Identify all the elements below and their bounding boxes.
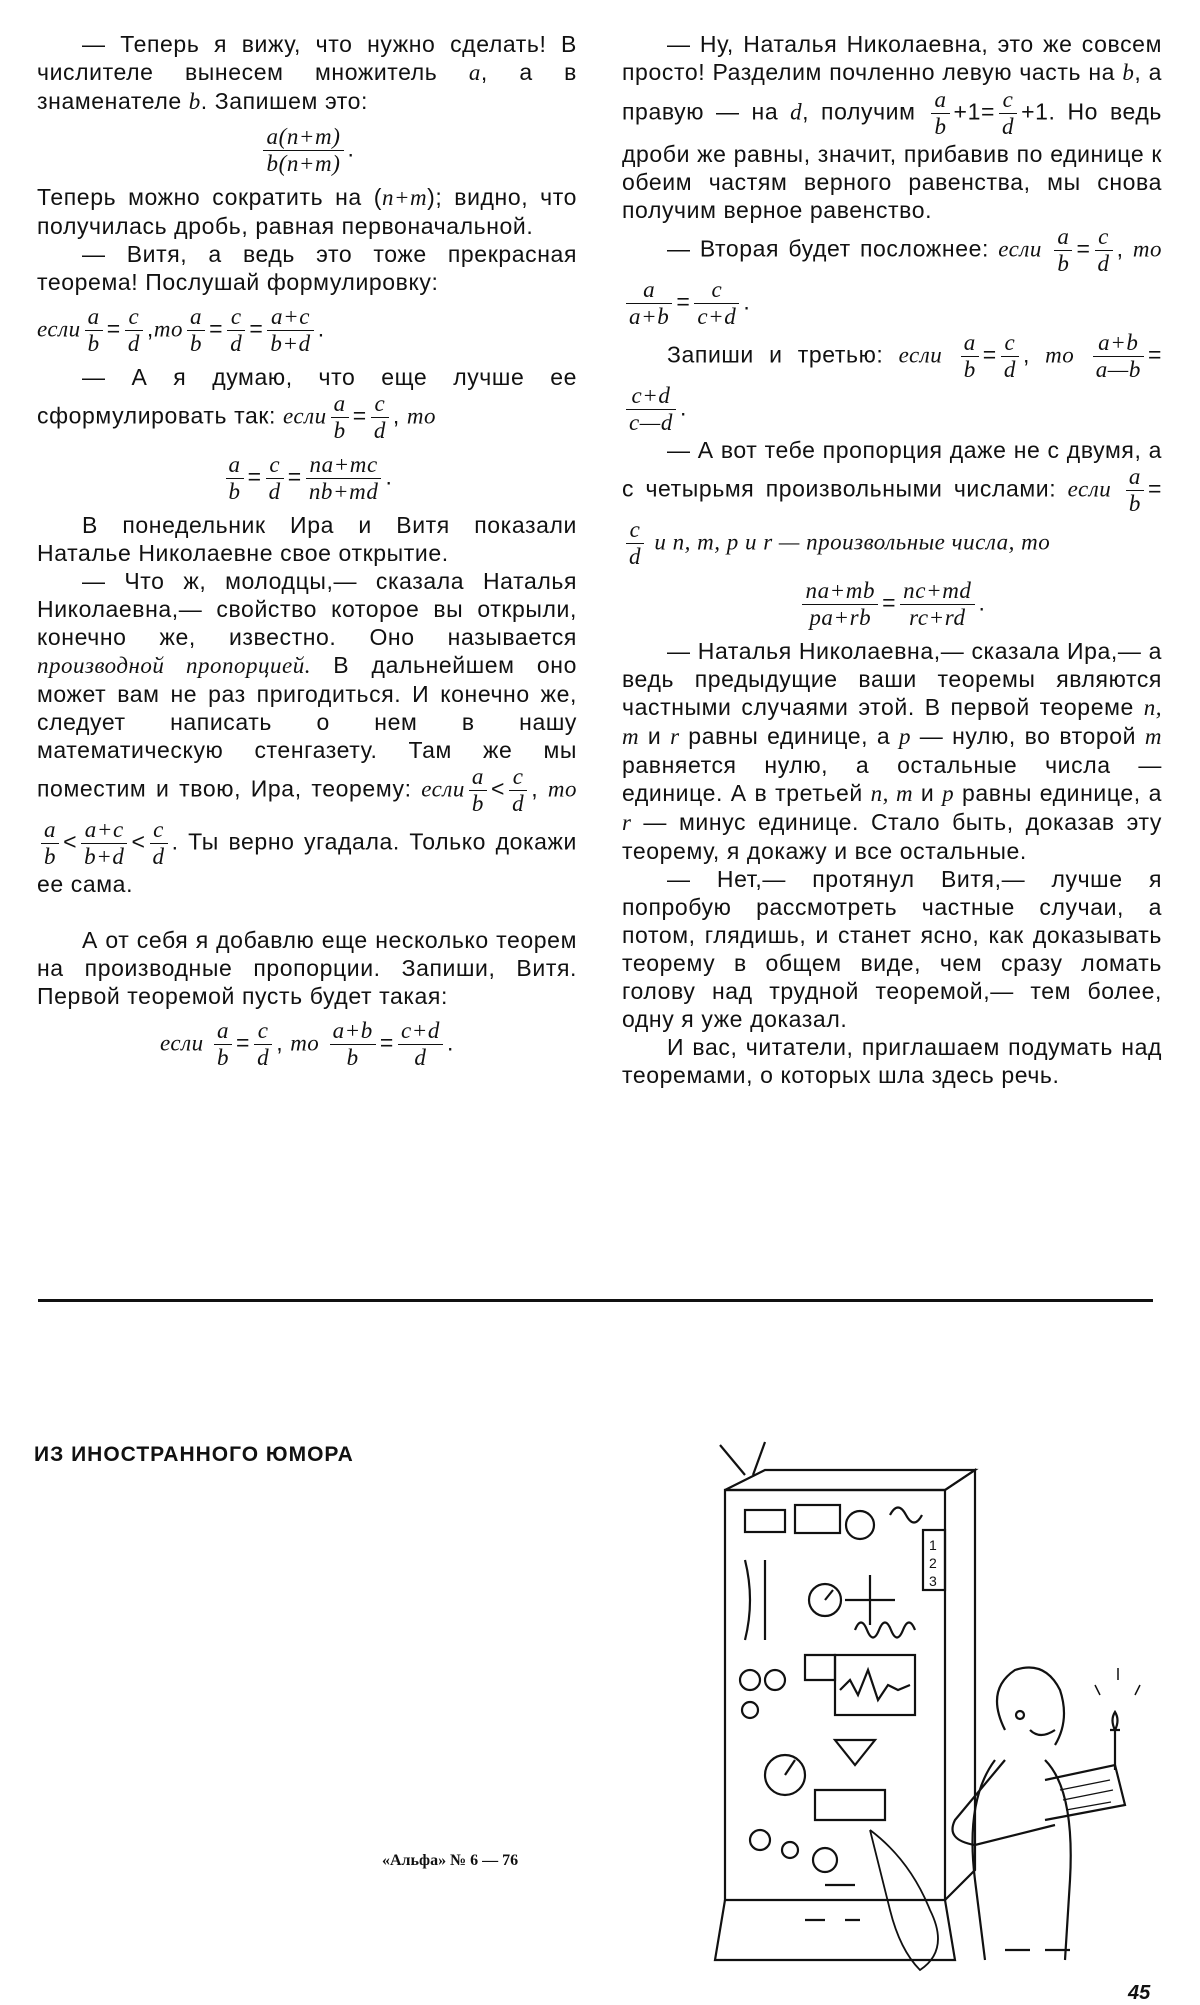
text-run: , а в знаменателе bbox=[37, 59, 577, 114]
text-run: , bbox=[146, 315, 154, 342]
text-run: < bbox=[131, 828, 146, 855]
fraction bbox=[1001, 330, 1019, 383]
denominator: d bbox=[373, 418, 386, 443]
denominator: b bbox=[228, 479, 241, 504]
text-run: < bbox=[63, 828, 78, 855]
text-run: , bbox=[276, 1029, 291, 1056]
math-italic: то bbox=[406, 403, 437, 429]
denominator: b bbox=[87, 331, 100, 356]
text-run: , bbox=[1116, 235, 1133, 262]
numerator: c bbox=[371, 391, 389, 418]
fraction bbox=[398, 1018, 443, 1071]
math-italic: n, m bbox=[870, 781, 914, 806]
math-italic: производной пропорцией. bbox=[37, 653, 311, 678]
text-run: — Теперь я вижу, что нужно сделать! В числителе вынесем множитель bbox=[37, 31, 577, 85]
text-run: = bbox=[247, 463, 262, 490]
numerator: a bbox=[931, 87, 949, 114]
denominator: a+b bbox=[629, 304, 670, 329]
denominator: a—b bbox=[1095, 357, 1141, 382]
denominator: d bbox=[512, 791, 525, 816]
text-run: . bbox=[743, 288, 751, 315]
section-heading: ИЗ ИНОСТРАННОГО ЮМОРА bbox=[34, 1443, 354, 1466]
fraction bbox=[81, 817, 127, 870]
denominator: rc+rd bbox=[909, 605, 966, 630]
text-run: , а правую — на bbox=[622, 59, 1162, 125]
panel-label-2: 2 bbox=[929, 1555, 937, 1571]
text-run: . bbox=[679, 394, 687, 421]
fraction bbox=[1054, 224, 1072, 277]
text-run: = bbox=[882, 589, 897, 616]
text-run: +1= bbox=[953, 98, 996, 125]
math-italic: p bbox=[899, 724, 911, 749]
denominator: nb+md bbox=[308, 479, 379, 504]
text-run: = bbox=[1147, 475, 1162, 502]
text-run: = bbox=[106, 315, 121, 342]
numerator: a bbox=[214, 1018, 232, 1045]
denominator: d bbox=[230, 331, 243, 356]
paragraph bbox=[37, 304, 577, 357]
fraction bbox=[226, 452, 244, 505]
denominator: pa+rb bbox=[809, 605, 872, 630]
numerator: a+c bbox=[81, 817, 127, 844]
numerator: a bbox=[626, 277, 672, 304]
text-run: . Ты верно угадала. Только докажи ее сама. bbox=[37, 828, 577, 897]
paragraph bbox=[622, 330, 1162, 436]
denominator: d bbox=[127, 331, 140, 356]
text-run: , bbox=[392, 402, 407, 429]
denominator: c—d bbox=[629, 410, 673, 435]
math-italic: то bbox=[1045, 342, 1089, 368]
fraction bbox=[802, 578, 878, 631]
fraction bbox=[330, 1018, 376, 1071]
text-run: В понедельник Ира и Витя показали Наталье Николаевне свое открытие. bbox=[37, 512, 577, 566]
denominator: c+d bbox=[697, 304, 737, 329]
math-italic: n+m bbox=[381, 185, 428, 210]
numerator: c+d bbox=[626, 383, 676, 410]
denominator: b bbox=[346, 1045, 359, 1070]
text-run: — Что ж, молодцы,— сказала Наталья Николаевна,— свойство которое вы открыли, конечно же, известно. Оно называется bbox=[37, 568, 577, 650]
text-run: — Ну, Наталья Николаевна, это же совсем просто! Разделим почленно левую часть на bbox=[622, 31, 1162, 85]
math-italic: b bbox=[1122, 60, 1135, 85]
fraction bbox=[1095, 224, 1113, 277]
fraction bbox=[214, 1018, 232, 1071]
numerator: a+c bbox=[267, 304, 313, 331]
paragraph bbox=[622, 637, 1162, 865]
fraction bbox=[125, 304, 143, 357]
numerator: c bbox=[254, 1018, 272, 1045]
denominator: b+d bbox=[270, 331, 311, 356]
denominator: d bbox=[629, 544, 642, 569]
denominator: b bbox=[963, 357, 976, 382]
numerator: c bbox=[999, 87, 1017, 114]
paragraph bbox=[622, 436, 1162, 570]
text-run: . bbox=[317, 315, 325, 342]
paragraph bbox=[622, 224, 1162, 330]
text-run: Запиши и третью: bbox=[667, 341, 899, 368]
math-italic: то bbox=[1132, 236, 1162, 262]
denominator: d bbox=[152, 844, 165, 869]
fraction bbox=[999, 87, 1017, 140]
denominator: d bbox=[414, 1045, 427, 1070]
text-run: = bbox=[1147, 341, 1162, 368]
text-run: В дальнейшем оно может вам не раз пригодиться. И конечно же, следует написать о нем в нашу математическую стенгазету. Там же мы поместим и твою, Ира, теорему: bbox=[37, 652, 577, 802]
fraction bbox=[900, 578, 974, 631]
fraction bbox=[41, 817, 59, 870]
math-italic: d bbox=[790, 99, 803, 125]
text-run: = bbox=[379, 1029, 394, 1056]
paragraph bbox=[622, 1033, 1162, 1089]
paragraph bbox=[622, 578, 1162, 631]
math-italic: если bbox=[160, 1030, 210, 1056]
numerator: c bbox=[227, 304, 245, 331]
paragraph bbox=[37, 363, 577, 444]
denominator: d bbox=[1097, 251, 1110, 276]
fraction bbox=[150, 817, 168, 870]
text-run: И вас, читатели, приглашаем подумать над теоремами, о которых шла здесь речь. bbox=[622, 1034, 1162, 1088]
math-italic: m bbox=[1144, 724, 1163, 749]
text-run: — минус единице. Стало быть, доказав эту теорему, я докажу и все остальные. bbox=[622, 809, 1162, 864]
fraction bbox=[263, 124, 343, 177]
denominator: b bbox=[471, 791, 485, 816]
fraction bbox=[187, 304, 205, 357]
paragraph bbox=[37, 926, 577, 1010]
paragraph bbox=[37, 511, 577, 567]
math-italic: если bbox=[37, 316, 81, 342]
fraction bbox=[85, 304, 103, 357]
text-run: равняется нулю, а остальные числа — единице. А в третьей bbox=[622, 752, 1162, 806]
text-run: . bbox=[446, 1029, 454, 1056]
panel-label-3: 3 bbox=[929, 1573, 937, 1589]
numerator: c bbox=[125, 304, 143, 331]
denominator: b+d bbox=[84, 844, 125, 869]
math-italic: b bbox=[188, 89, 201, 114]
text-run: = bbox=[249, 315, 264, 342]
numerator: a bbox=[469, 764, 487, 791]
page-number: 45 bbox=[1128, 1982, 1151, 2004]
paragraph bbox=[622, 865, 1162, 1033]
section-divider bbox=[38, 1299, 1153, 1302]
paragraph bbox=[37, 240, 577, 296]
numerator: a bbox=[961, 330, 979, 357]
fraction bbox=[931, 87, 949, 140]
text-run: , bbox=[531, 775, 548, 802]
text-run: , получим bbox=[802, 98, 928, 125]
numerator: c bbox=[694, 277, 739, 304]
fraction bbox=[371, 391, 389, 444]
fraction bbox=[1126, 464, 1144, 517]
text-run: < bbox=[491, 775, 506, 802]
numerator: c bbox=[150, 817, 168, 844]
denominator: b bbox=[216, 1045, 230, 1070]
right-column bbox=[622, 30, 1162, 1089]
numerator: c bbox=[266, 452, 284, 479]
numerator: c bbox=[509, 764, 527, 791]
text-run: равны единице, а bbox=[954, 780, 1162, 806]
math-italic: если bbox=[421, 776, 465, 802]
left-column bbox=[37, 30, 577, 1077]
numerator: a bbox=[85, 304, 103, 331]
text-run: — Наталья Николаевна,— сказала Ира,— а ведь предыдущие ваши теоремы являются частными случаями этой. В первой теореме bbox=[622, 638, 1162, 720]
text-run: . bbox=[385, 463, 393, 490]
text-run: и bbox=[639, 723, 671, 749]
denominator: b bbox=[934, 114, 947, 139]
math-italic: то bbox=[547, 776, 577, 802]
math-italic: если bbox=[998, 236, 1051, 262]
fraction bbox=[306, 452, 382, 505]
numerator: a bbox=[41, 817, 59, 844]
numerator: c bbox=[1001, 330, 1019, 357]
numerator: c bbox=[626, 517, 644, 544]
math-italic: то bbox=[290, 1030, 326, 1056]
numerator: a+b bbox=[330, 1018, 376, 1045]
text-run: . bbox=[978, 589, 986, 616]
denominator: b bbox=[44, 844, 57, 869]
fraction bbox=[626, 517, 644, 570]
fraction bbox=[1093, 330, 1144, 383]
denominator: d bbox=[1002, 114, 1015, 139]
numerator: na+mb bbox=[802, 578, 878, 605]
paragraph bbox=[37, 567, 577, 898]
text-run: . Запишем это: bbox=[200, 88, 369, 114]
fraction bbox=[509, 764, 527, 817]
numerator: a bbox=[226, 452, 244, 479]
numerator: a(n+m) bbox=[263, 124, 343, 151]
text-run: = bbox=[982, 341, 997, 368]
text-run: равны единице, а bbox=[679, 723, 899, 749]
text-run: — А вот тебе пропорция даже не с двумя, а с четырьмя произвольными числами: bbox=[622, 437, 1162, 502]
denominator: d bbox=[257, 1045, 270, 1070]
denominator: b bbox=[1128, 491, 1141, 516]
text-run: = bbox=[236, 1029, 251, 1056]
text-run: — Вторая будет посложнее: bbox=[667, 235, 999, 262]
text-run: — Витя, а ведь это тоже прекрасная теорема! Послушай формулировку: bbox=[37, 241, 577, 295]
text-run: = bbox=[676, 288, 691, 315]
cartoon-control-panel-illustration bbox=[705, 1430, 1165, 1975]
denominator: b(n+m) bbox=[266, 151, 341, 176]
math-italic: если bbox=[283, 403, 327, 429]
text-run: +1. Но ведь дроби же равны, значит, прибавив по единице к обеим частям верного равенства, мы снова получим верное равенство. bbox=[622, 98, 1163, 223]
numerator: a+b bbox=[1093, 330, 1144, 357]
fraction bbox=[469, 764, 487, 817]
paragraph bbox=[37, 452, 577, 505]
numerator: nc+md bbox=[900, 578, 974, 605]
denominator: b bbox=[333, 418, 346, 443]
math-italic: n, m bbox=[622, 695, 1162, 749]
text-run: — А я думаю, что еще лучше ее сформулировать так: bbox=[37, 364, 577, 429]
math-italic: a bbox=[468, 60, 481, 85]
numerator: na+mc bbox=[306, 452, 382, 479]
fraction bbox=[626, 383, 676, 436]
fraction bbox=[961, 330, 979, 383]
paragraph bbox=[622, 30, 1162, 224]
fraction bbox=[694, 277, 739, 330]
numerator: c+d bbox=[398, 1018, 443, 1045]
text-run: = bbox=[1076, 235, 1091, 262]
paragraph bbox=[37, 30, 577, 116]
fraction bbox=[331, 391, 349, 444]
denominator: d bbox=[268, 479, 281, 504]
math-italic: если bbox=[1067, 476, 1122, 502]
paragraph bbox=[37, 1018, 577, 1071]
numerator: a bbox=[331, 391, 349, 418]
numerator: a bbox=[1126, 464, 1144, 491]
denominator: b bbox=[190, 331, 203, 356]
numerator: a bbox=[1054, 224, 1072, 251]
denominator: b bbox=[1057, 251, 1070, 276]
math-italic: p bbox=[942, 781, 955, 806]
fraction bbox=[227, 304, 245, 357]
text-run: = bbox=[209, 315, 224, 342]
text-run: = bbox=[352, 402, 367, 429]
fraction bbox=[626, 277, 672, 330]
math-italic: r bbox=[622, 810, 632, 835]
math-italic: если bbox=[898, 342, 957, 368]
panel-label-1: 1 bbox=[929, 1537, 937, 1553]
math-italic: то bbox=[153, 316, 184, 342]
cartoon-caption: «Альфа» № 6 — 76 bbox=[382, 1852, 519, 1869]
numerator: a bbox=[187, 304, 205, 331]
text-run: и bbox=[913, 780, 943, 806]
paragraph bbox=[37, 183, 577, 240]
text-run: , bbox=[1022, 341, 1046, 368]
text-run: — Нет,— протянул Витя,— лучше я попробую рассмотреть частные случаи, а потом, глядишь, и станет ясно, как доказывать теорему в общем виде, чем сразу ломать голову над трудной теоремой,— тем более, одну я уже доказал. bbox=[622, 866, 1162, 1032]
text-run: . bbox=[347, 135, 355, 162]
denominator: d bbox=[1003, 357, 1016, 382]
fraction bbox=[267, 304, 313, 357]
math-italic: и n, m, p и r — произвольные числа, то bbox=[648, 529, 1051, 555]
fraction bbox=[254, 1018, 272, 1071]
text-run: ); видно, что получилась дробь, равная первоначальной. bbox=[37, 184, 577, 239]
fraction bbox=[266, 452, 284, 505]
text-run: = bbox=[287, 463, 302, 490]
numerator: c bbox=[1095, 224, 1113, 251]
text-run: Теперь можно сократить на ( bbox=[37, 184, 382, 210]
text-run: — нулю, во второй bbox=[911, 723, 1145, 749]
text-run: А от себя я добавлю еще несколько теорем на производные пропорции. Запиши, Витя. Первой теоремой пусть будет такая: bbox=[37, 927, 577, 1009]
math-italic: r bbox=[670, 724, 680, 749]
paragraph bbox=[37, 124, 577, 177]
